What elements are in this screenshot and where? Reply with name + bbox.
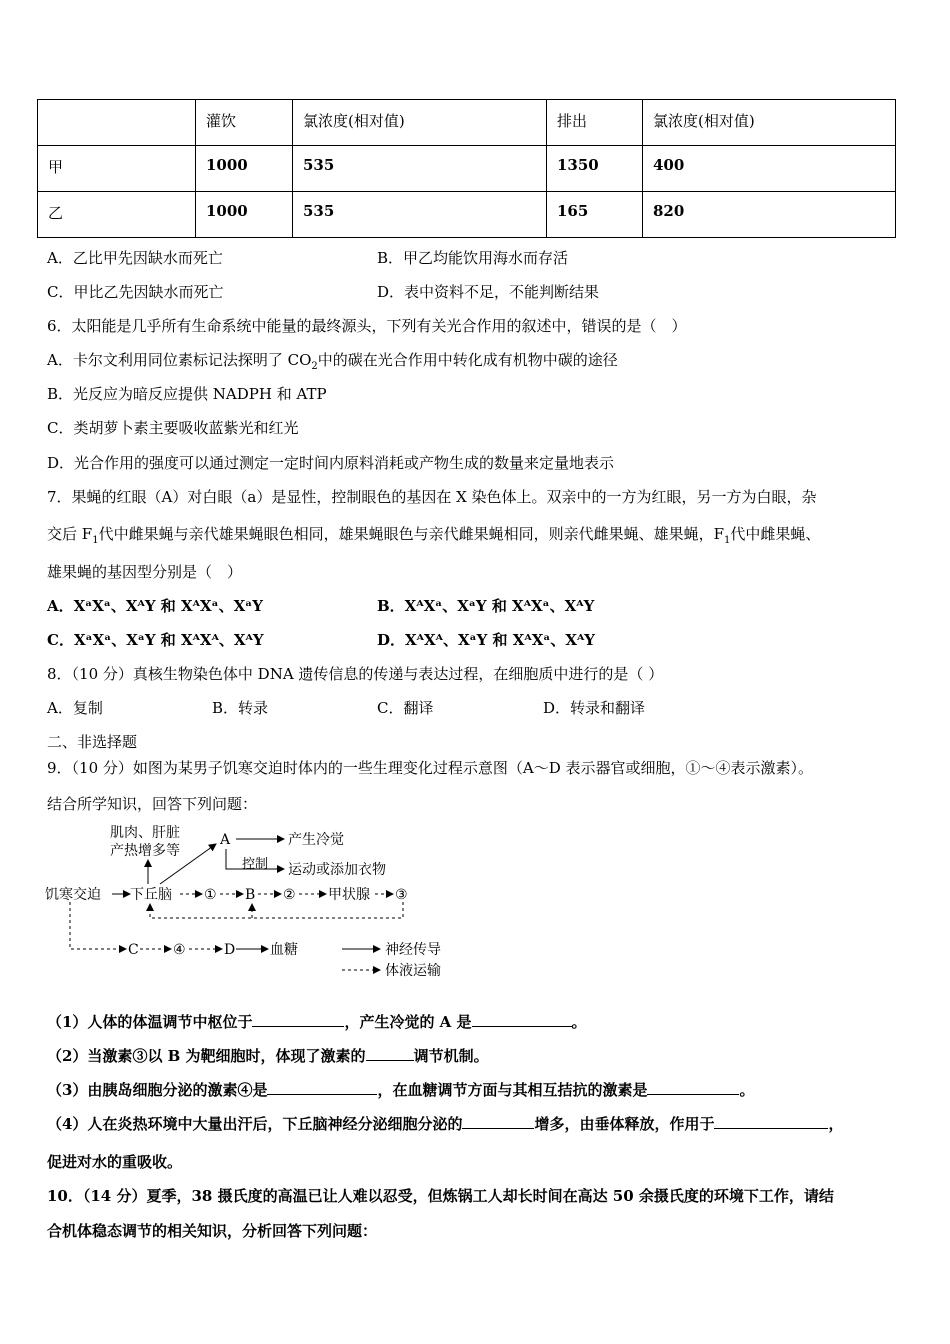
diagram-label-thyroid: 甲状腺 [328,887,370,903]
diagram-label-glucose: 血糖 [270,942,298,958]
arrow-start-c [70,902,126,949]
q8-option-c: C．翻译 [377,699,434,717]
q9-sub3 [47,1079,754,1100]
table-header-cell: 氯浓度(相对值) [293,100,547,146]
q7-stem-text: 代中雌果蝇与亲代雄果蝇眼色相同，雄果蝇眼色与亲代雌果蝇相同，则亲代雌果蝇、雄果蝇，F [98,525,724,543]
q9-sub4-text: 增多，由垂体释放，作用于 [534,1115,715,1133]
q9-sub1 [47,1011,587,1032]
q8-option-a: A．复制 [47,699,103,717]
diagram-label-start: 饥寒交迫 [45,887,101,903]
q6-option-c: C．类胡萝卜素主要吸收蓝紫光和红光 [47,419,299,437]
answer-blank[interactable] [647,1080,739,1095]
answer-blank[interactable] [462,1114,534,1129]
table-cell: 乙 [38,192,196,238]
diagram-label-d: D [224,942,236,958]
table-header-cell [38,100,196,146]
table-cell: 535 [293,146,547,192]
diagram-label-heat: 产热增多等 [110,843,180,859]
table-cell: 400 [643,146,896,192]
q9-sub2 [47,1045,489,1066]
table-cell: 1350 [547,146,643,192]
q7-option-a: A．XᵃXᵃ、XᴬY 和 XᴬXᵃ、XᵃY [47,597,263,615]
diagram-label-a: A [220,832,231,848]
q9-sub1-text: ，产生冷觉的 A 是 [344,1013,472,1031]
diagram-label-control: 控制 [242,857,269,872]
q10-stem-line2: 合机体稳态调节的相关知识，分析回答下列问题： [47,1222,378,1240]
q5-option-b: B．甲乙均能饮用海水而存活 [377,249,569,267]
q6-option-a [47,349,618,370]
table-header-cell: 氯浓度(相对值) [643,100,896,146]
arrow-h3-hypo [150,902,403,918]
q7-stem-line2 [47,523,820,544]
q7-option-b: B．XᴬXᵃ、XᵃY 和 XᴬXᵃ、XᴬY [377,597,595,615]
q8-option-d: D．转录和翻译 [543,699,646,717]
q9-sub4-text: （4）人在炎热环境中大量出汗后，下丘脑神经分泌细胞分泌的 [47,1115,463,1133]
q9-sub4-text: ， [828,1115,844,1133]
q8-stem: 8．（10 分）真核生物染色体中 DNA 遗传信息的传递与表达过程，在细胞质中进行的是（ ） [47,665,664,683]
diagram-legend-fluid: 体液运输 [385,963,441,979]
diagram-label-hormone2: ② [283,887,296,903]
water-experiment-table [37,99,896,238]
diagram-label-muscle: 肌肉、肝脏 [110,825,180,841]
q9-sub4 [47,1113,843,1134]
q9-sub1-text: （1）人体的体温调节中枢位于 [47,1013,253,1031]
q9-sub2-text: （2）当激素③以 B 为靶细胞时，体现了激素的 [47,1047,366,1065]
q5-option-a: A．乙比甲先因缺水而死亡 [47,249,223,267]
diagram-label-hormone3: ③ [395,887,408,903]
q9-sub1-text: 。 [571,1013,587,1031]
q6-option-b: B．光反应为暗反应提供 NADPH 和 ATP [47,385,327,403]
q5-option-c: C．甲比乙先因缺水而死亡 [47,283,224,301]
table-row [38,146,896,192]
diagram-label-hormone1: ① [204,887,217,903]
q10-stem-line1: 10．（14 分）夏季，38 摄氏度的高温已让人难以忍受，但炼锅工人却长时间在高达 50 余摄氏度的环境下工作，请结 [47,1187,834,1205]
q7-stem-line3: 雄果蝇的基因型分别是（ ） [47,563,243,581]
diagram-label-hormone4: ④ [173,942,186,958]
table-cell: 165 [547,192,643,238]
q6-stem: 6．太阳能是几乎所有生命系统中能量的最终源头，下列有关光合作用的叙述中，错误的是（ ） [47,317,687,335]
answer-blank[interactable] [472,1012,572,1027]
section-heading: 二、非选择题 [47,733,138,751]
q9-stem-line2: 结合所学知识，回答下列问题： [47,795,258,813]
q7-stem-text: 代中雌果蝇、 [730,525,821,543]
diagram-legend-nerve: 神经传导 [385,942,441,958]
q9-sub3-text: （3）由胰岛细胞分泌的激素④是 [47,1081,268,1099]
q9-sub4-line2: 促进对水的重吸收。 [47,1153,183,1171]
subscript: 1 [723,535,731,546]
q9-sub3-text: 。 [739,1081,755,1099]
q7-option-c: C．XᵃXᵃ、XᵃY 和 XᴬXᴬ、XᴬY [47,631,264,649]
q6-option-d: D．光合作用的强度可以通过测定一定时间内原料消耗或产物生成的数量来定量地表示 [47,454,615,472]
q7-option-d: D．XᴬXᴬ、XᵃY 和 XᴬXᵃ、XᴬY [377,631,595,649]
q9-stem-line1: 9．（10 分）如图为某男子饥寒交迫时体内的一些生理变化过程示意图（A～D 表示器官或细胞，①～④表示激素）。 [47,759,814,777]
answer-blank[interactable] [252,1012,344,1027]
table-cell: 535 [293,192,547,238]
diagram-label-hypothalamus: 下丘脑 [130,887,172,903]
diagram-label-c: C [128,942,139,958]
table-cell: 甲 [38,146,196,192]
table-header-row [38,100,896,146]
answer-blank[interactable] [366,1046,414,1061]
q8-option-b: B．转录 [212,699,269,717]
table-row [38,192,896,238]
table-header-cell: 灌饮 [196,100,293,146]
q5-option-d: D．表中资料不足，不能判断结果 [377,283,600,301]
subscript: 2 [311,361,318,372]
answer-blank[interactable] [267,1080,377,1095]
subscript: 1 [92,535,99,546]
table-cell: 1000 [196,192,293,238]
q7-stem-line1: 7．果蝇的红眼（A）对白眼（a）是显性，控制眼色的基因在 X 染色体上。双亲中的一方为红眼，另一方为白眼，杂 [47,488,817,506]
q6-option-a-text: A．卡尔文利用同位素标记法探明了 CO [47,351,312,369]
table-cell: 1000 [196,146,293,192]
diagram-label-cold: 产生冷觉 [288,832,344,848]
q7-stem-text: 交后 F [47,525,93,543]
q9-sub2-text: 调节机制。 [413,1047,489,1065]
diagram-label-movement: 运动或添加衣物 [288,862,386,878]
diagram-label-b: B [245,887,256,903]
answer-blank[interactable] [714,1114,828,1129]
q6-option-a-text: 中的碳在光合作用中转化成有机物中碳的途径 [317,351,618,369]
physiology-diagram [40,822,460,984]
table-cell: 820 [643,192,896,238]
q9-sub3-text: ，在血糖调节方面与其相互拮抗的激素是 [377,1081,648,1099]
table-header-cell: 排出 [547,100,643,146]
